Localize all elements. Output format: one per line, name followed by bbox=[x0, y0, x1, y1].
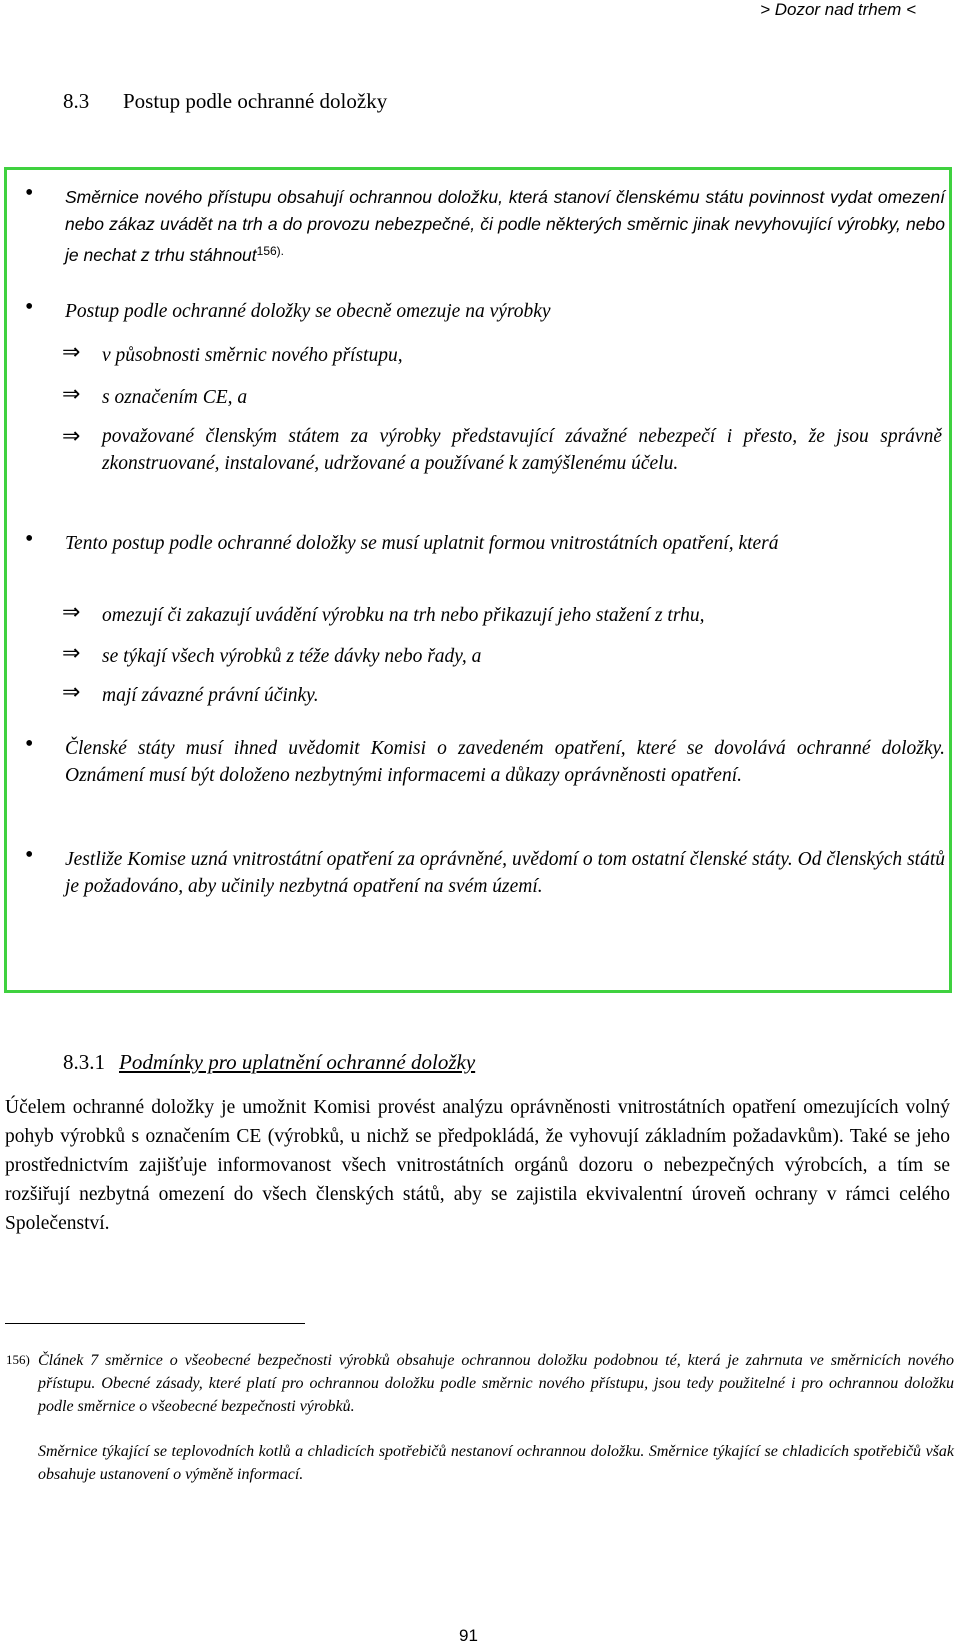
footnote-rule bbox=[5, 1323, 305, 1324]
box-paragraph-4: Členské státy musí ihned uvědomit Komisi o zavedeném opatření, které se dovolává ochranné doložky. Oznámení musí být doloženo nezbytnými informacemi a důkazy oprávněnosti opatření. bbox=[65, 738, 945, 786]
arrow-icon: ⇒ bbox=[62, 424, 81, 449]
bullet-icon: • bbox=[25, 180, 34, 206]
box-paragraph-1-text: Směrnice nového přístupu obsahují ochrannou doložku, která stanoví členskému státu povinnost vydat omezení nebo zákaz uvádět na trh a do provozu nebezpečné, či podle některých směrnic jinak nevyhovující výrobky, nebo je nechat z trhu stáhnout bbox=[65, 187, 945, 265]
list-item: omezují či zakazují uvádění výrobku na trh nebo přikazují jeho stažení z trhu, bbox=[102, 605, 705, 626]
arrow-icon: ⇒ bbox=[62, 641, 81, 666]
list-item: považované členským státem za výrobky představující závažné nebezpečí i přesto, že jsou správně zkonstruované, instalované, udržované a používané k zamýšlenému účelu. bbox=[102, 426, 942, 474]
section-title: Postup podle ochranné doložky bbox=[123, 89, 388, 113]
box-paragraph-3-intro: Tento postup podle ochranné doložky se musí uplatnit formou vnitrostátních opatření, která bbox=[65, 533, 779, 554]
body-paragraph: Účelem ochranné doložky je umožnit Komisi provést analýzu oprávněnosti vnitrostátních opatření omezujících volný pohyb výrobků s označením CE (výrobků, u nichž se předpokládá, že vyhovují základním požadavkům). Také se jeho prostřednictvím zajišťuje informovanost všech vnitrostátních orgánů dozoru o nebezpečných výrobcích, a tím se rozšiřují nezbytná omezení do všech členských států, aby se zajistila ekvivalentní úroveň ochrany v rámci celého Společenství. bbox=[5, 1097, 950, 1234]
section-number: 8.3 bbox=[63, 89, 90, 113]
box-paragraph-1 bbox=[65, 184, 945, 269]
list-item: s označením CE, a bbox=[102, 387, 248, 408]
bullet-icon: • bbox=[25, 731, 34, 757]
footnote-ref: 156). bbox=[256, 244, 285, 258]
box-paragraph-2-intro: Postup podle ochranné doložky se obecně omezuje na výrobky bbox=[65, 301, 551, 322]
subsection-number: 8.3.1 bbox=[63, 1050, 105, 1074]
list-item: se týkají všech výrobků z téže dávky nebo řady, a bbox=[102, 646, 482, 667]
page-number: 91 bbox=[459, 1626, 478, 1645]
bullet-icon: • bbox=[25, 294, 34, 320]
bullet-icon: • bbox=[25, 526, 34, 552]
subsection-title: Podmínky pro uplatnění ochranné doložky bbox=[119, 1050, 476, 1074]
section-heading bbox=[63, 89, 387, 114]
footnote-text-1: Článek 7 směrnice o všeobecné bezpečnosti výrobků obsahuje ochrannou doložku podobnou té, která je zahrnuta ve směrnicích nového přístupu. Obecné zásady, které platí pro ochrannou doložku podle směrnic nového přístupu, jsou tedy použitelné i pro ochrannou doložku podle směrnice o všeobecné bezpečnosti výrobků. bbox=[38, 1352, 954, 1415]
footnote-text-2: Směrnice týkající se teplovodních kotlů a chladicích spotřebičů nestanoví ochrannou doložku. Směrnice týkající se chladicích spotřebičů však obsahuje ustanovení o výměně informací. bbox=[38, 1443, 954, 1483]
footnote-mark: 156) bbox=[6, 1352, 30, 1367]
list-item: mají závazné právní účinky. bbox=[102, 685, 319, 706]
box-paragraph-5: Jestliže Komise uzná vnitrostátní opatření za oprávněné, uvědomí o tom ostatní členské státy. Od členských států je požadováno, aby učinily nezbytná opatření na svém území. bbox=[65, 849, 945, 897]
arrow-icon: ⇒ bbox=[62, 340, 81, 365]
list-item: v působnosti směrnic nového přístupu, bbox=[102, 345, 403, 366]
running-header: > Dozor nad trhem < bbox=[760, 0, 916, 19]
arrow-icon: ⇒ bbox=[62, 382, 81, 407]
subsection-heading bbox=[63, 1050, 475, 1075]
bullet-icon: • bbox=[25, 842, 34, 868]
arrow-icon: ⇒ bbox=[62, 680, 81, 705]
arrow-icon: ⇒ bbox=[62, 600, 81, 625]
